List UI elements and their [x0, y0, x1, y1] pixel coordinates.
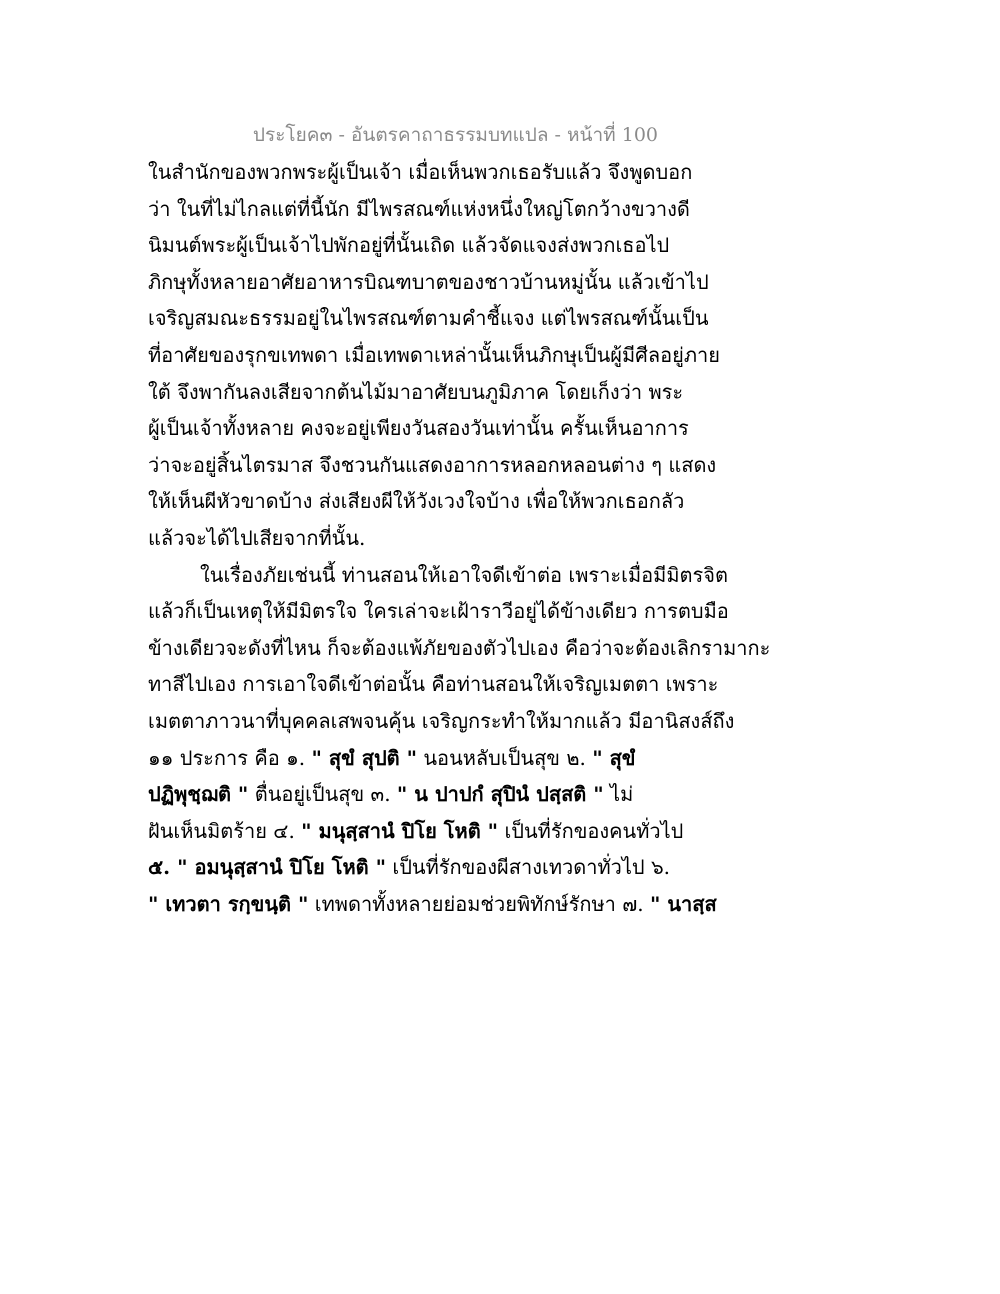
- text-line: ผู้เป็นเจ้าทั้งหลาย คงจะอยู่เพียงวันสองวันเท่านั้น ครั้นเห็นอาการ: [148, 416, 689, 441]
- text-line: ให้เห็นผีหัวขาดบ้าง ส่งเสียงผีให้วังเวงใจบ้าง เพื่อให้พวกเธอกลัว: [148, 489, 685, 514]
- pali-term: " สุขํ สุปติ ": [311, 745, 418, 770]
- pali-term: ๕. " อมนุสฺสานํ ปิโย โหติ ": [148, 855, 387, 880]
- pali-term: " สุขํ: [592, 745, 636, 770]
- text-line: นิมนต์พระผู้เป็นเจ้าไปพักอยู่ที่นั้นเถิด แล้วจัดแจงส่งพวกเธอไป: [148, 233, 670, 258]
- text-line: ข้างเดียวจะดังที่ไหน ก็จะต้องแพ้ภัยของตัวไปเอง คือว่าจะต้องเลิกรามากะ: [148, 635, 771, 660]
- text-span: เป็นที่รักของคนทั่วไป: [498, 818, 684, 843]
- benefits-line: [148, 849, 748, 886]
- text-span: ๑๑ ประการ คือ ๑.: [148, 745, 312, 770]
- text-span: ฝันเห็นมิตร้าย ๔.: [148, 818, 302, 843]
- text-line: ใต้ จึงพากันลงเสียจากต้นไม้มาอาศัยบนภูมิภาค โดยเก็งว่า พระ: [148, 379, 684, 404]
- text-line: แล้วก็เป็นเหตุให้มีมิตรใจ ใครเล่าจะเฝ้าราวีอยู่ได้ข้างเดียว การตบมือ: [148, 599, 729, 624]
- text-line: แล้วจะได้ไปเสียจากที่นั้น.: [148, 525, 366, 550]
- document-body: [148, 154, 771, 922]
- text-span: ตื่นอยู่เป็นสุข ๓.: [248, 782, 397, 807]
- pali-term: " เทวตา รกฺขนฺติ ": [148, 891, 309, 916]
- benefits-line: [148, 776, 748, 813]
- pali-term: " น ปาปกํ สุปินํ ปสฺสติ ": [396, 782, 604, 807]
- text-line: ว่า ในที่ไม่ไกลแต่ที่นี้นัก มีไพรสณฑ์แห่งหนึ่งใหญ่โตกว้างขวางดี: [148, 196, 690, 221]
- text-line: ว่าจะอยู่สิ้นไตรมาส จึงชวนกันแสดงอาการหลอกหลอนต่าง ๆ แสดง: [148, 452, 717, 477]
- text-line: เมตตาภาวนาที่บุคคลเสพจนคุ้น เจริญกระทำให้มากแล้ว มีอานิสงส์ถึง: [148, 708, 735, 733]
- pali-term: ปฏิพุชฺฌติ ": [148, 782, 249, 807]
- text-span: ไม่: [603, 782, 634, 807]
- paragraph-start-line: ในเรื่องภัยเช่นนี้ ท่านสอนให้เอาใจดีเข้าต่อ เพราะเมื่อมีมิตรจิต: [200, 562, 728, 587]
- benefits-line: [148, 886, 748, 923]
- text-line: เจริญสมณะธรรมอยู่ในไพรสณฑ์ตามคำชี้แจง แต่ไพรสณฑ์นั้นเป็น: [148, 306, 709, 331]
- text-line: ที่อาศัยของรุกขเทพดา เมื่อเทพดาเหล่านั้นเห็นภิกษุเป็นผู้มีศีลอยู่ภาย: [148, 342, 720, 367]
- text-line: ในสำนักของพวกพระผู้เป็นเจ้า เมื่อเห็นพวกเธอรับแล้ว จึงพูดบอก: [148, 160, 693, 184]
- benefits-line: [148, 813, 748, 850]
- text-span: เทพดาทั้งหลายย่อมช่วยพิทักษ์รักษา ๗.: [308, 891, 650, 916]
- benefits-line: [148, 740, 748, 777]
- text-span: นอนหลับเป็นสุข ๒.: [417, 745, 593, 770]
- page-header: ประโยค๓ - อันตรคาถาธรรมบทแปล - หน้าที่ 100: [252, 124, 658, 146]
- text-line: ภิกษุทั้งหลายอาศัยอาหารบิณฑบาตของชาวบ้านหมู่นั้น แล้วเข้าไป: [148, 269, 709, 294]
- pali-term: " นาสฺส: [649, 891, 717, 916]
- text-line: ทาสีไปเอง การเอาใจดีเข้าต่อนั้น คือท่านสอนให้เจริญเมตตา เพราะ: [148, 672, 719, 697]
- text-span: เป็นที่รักของผีสางเทวดาทั่วไป ๖.: [386, 855, 671, 880]
- pali-term: " มนุสฺสานํ ปิโย โหติ ": [301, 818, 499, 843]
